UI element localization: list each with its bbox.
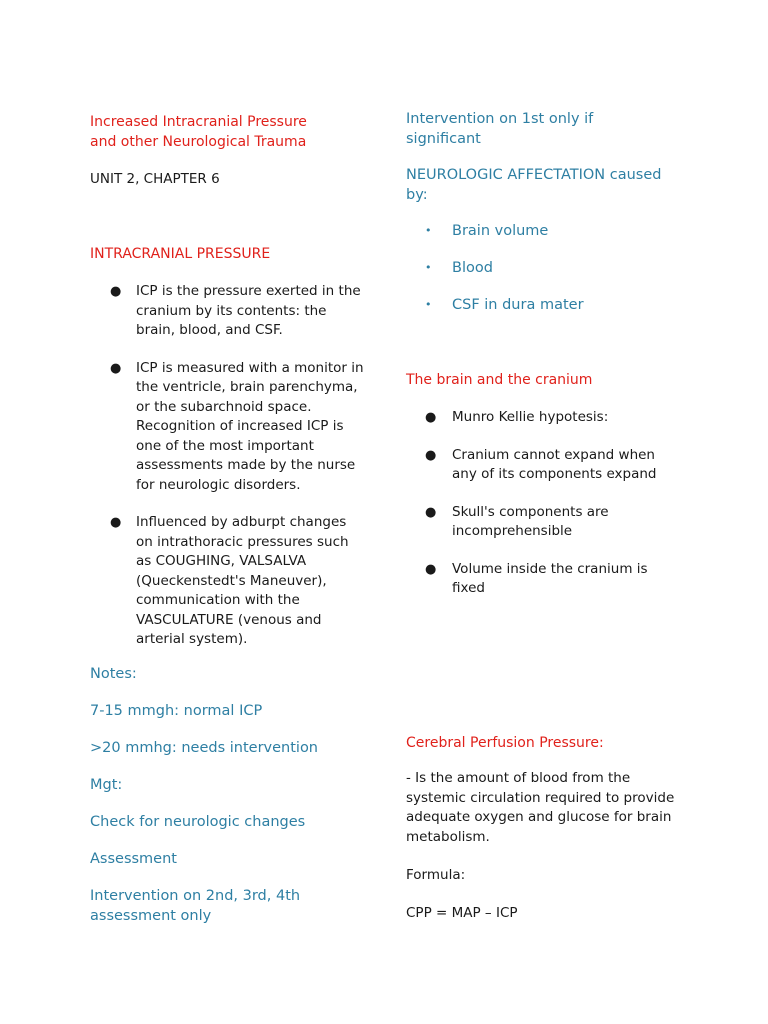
list-item: • Brain volume: [425, 223, 549, 239]
bullet-dot-icon: ●: [110, 284, 122, 299]
neurologic-affectation-heading: NEUROLOGIC AFFECTATION caused by:: [406, 167, 662, 203]
list-item: ● Cranium cannot expand when any of its components expand: [425, 446, 657, 482]
bullet-dot-icon: ●: [425, 561, 437, 577]
bullet-dot-icon: ●: [425, 410, 437, 425]
list-item: ● Volume inside the cranium is fixed: [425, 560, 648, 596]
brain-cranium-heading: The brain and the cranium: [406, 372, 593, 388]
document-title: [90, 112, 390, 152]
title-line-2: and other Neurological Trauma: [90, 134, 307, 150]
check-neurologic-note: Check for neurologic changes: [90, 814, 306, 830]
title-line-1: Increased Intracranial Pressure: [90, 114, 307, 130]
list-item: ● Skull's components are incomprehensible: [425, 503, 609, 539]
bullet-dot-icon: ●: [425, 504, 437, 520]
list-item: ● Munro Kellie hypotesis:: [406, 408, 678, 428]
bullet-dot-icon: ●: [110, 360, 122, 376]
normal-icp-note: 7-15 mmgh: normal ICP: [90, 703, 263, 719]
brain-cranium-list: [406, 408, 706, 599]
cpp-description: - Is the amount of blood from the systemic circulation required to provide adequate oxygen and glucose for brain metabolism.: [406, 770, 675, 845]
intervention-schedule-note: Intervention on 2nd, 3rd, 4th assessment only: [90, 888, 301, 924]
bullet-dot-icon: ●: [110, 515, 122, 530]
bullet-dot-icon: •: [425, 261, 432, 274]
intervention-first-note: Intervention on 1st only if significant: [406, 111, 594, 147]
list-item: • Blood: [425, 260, 493, 276]
list-item: ● Influenced by adburpt changes on intrathoracic pressures such as COUGHING, VALSALVA (Queckenstedt's Maneuver), communication with the VASCULATURE (venous and arterial system).: [110, 514, 349, 647]
list-item: • CSF in dura mater: [425, 297, 584, 313]
section-heading-icp: INTRACRANIAL PRESSURE: [90, 246, 271, 262]
formula-label: Formula:: [406, 867, 466, 883]
bullet-dot-icon: •: [425, 224, 432, 237]
list-item: ● ICP is measured with a monitor in the ventricle, brain parenchyma, or the subarchnoid space. Recognition of increased ICP is one of the most important assessments made by the nurse for neurologic disorders.: [110, 359, 364, 493]
intervention-threshold-note: >20 mmhg: needs intervention: [90, 740, 318, 756]
assessment-label: Assessment: [90, 851, 177, 867]
unit-label: UNIT 2, CHAPTER 6: [90, 171, 220, 187]
mgt-label: Mgt:: [90, 777, 123, 793]
cpp-heading: Cerebral Perfusion Pressure:: [406, 735, 604, 751]
affectation-list: [406, 221, 706, 315]
list-item: ● ICP is the pressure exerted in the cranium by its contents: the brain, blood, and CSF.: [110, 283, 361, 338]
notes-label: Notes:: [90, 666, 137, 682]
bullet-dot-icon: ●: [425, 447, 437, 463]
bullet-dot-icon: •: [425, 298, 432, 311]
icp-bullet-list: [90, 282, 380, 650]
cpp-formula: CPP = MAP – ICP: [406, 905, 518, 921]
